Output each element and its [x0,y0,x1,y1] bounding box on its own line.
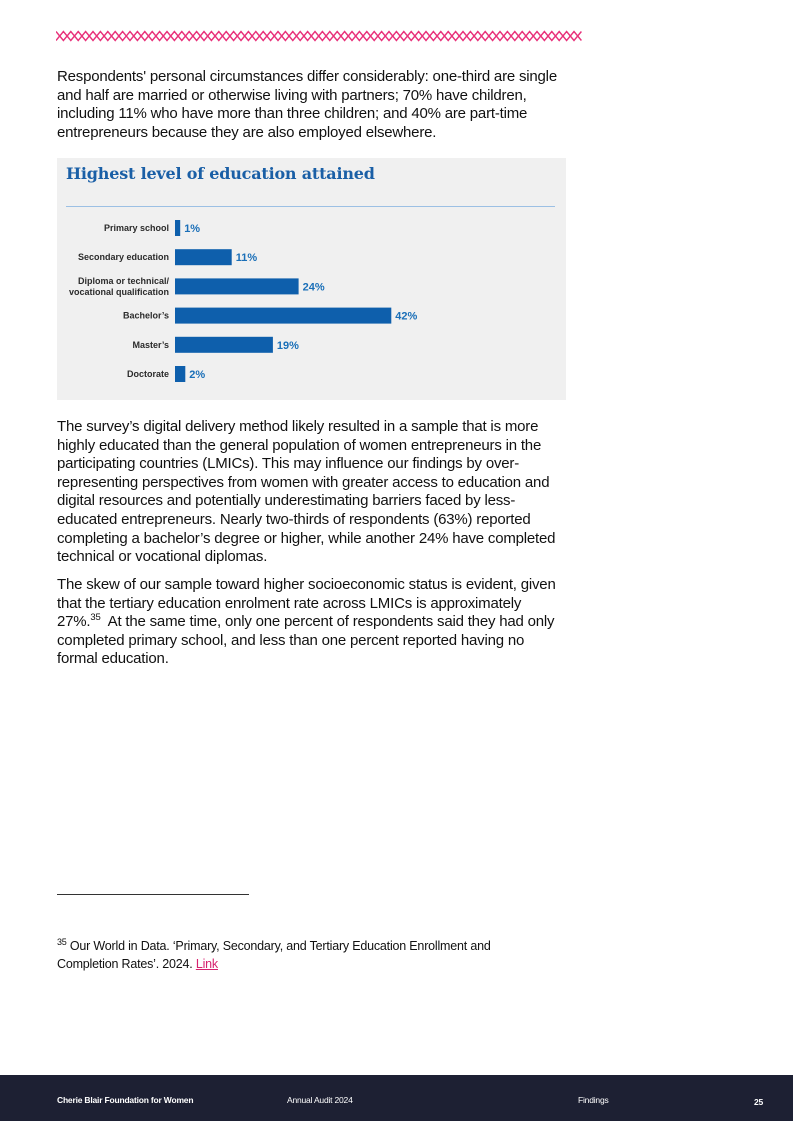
bar [175,220,180,236]
footnote-text: Our World in Data. ‘Primary, Secondary, and Tertiary Education Enrollment and Completion Rates’. 2024. [57,939,491,971]
bar [175,249,232,265]
bar [175,366,185,382]
footnote-number: 35 [57,936,67,947]
footnote-reference[interactable]: 35 [90,612,101,624]
category-label: Secondary education [77,252,169,263]
chart-title: Highest level of education attained [66,164,375,183]
intro-paragraph: Respondents' personal circumstances differ considerably: one-third are single and half are married or otherwise living with partners; 70% have children, including 11% who have more than three children; and 40% are part-time entrepreneurs because they are also employed elsewhere. [57,68,557,141]
chart-plot-area [57,158,566,400]
value-label: 1% [184,223,201,235]
category-label: Bachelor’s [122,310,169,321]
socioeconomic-paragraph-part1: The skew of our sample toward higher socioeconomic status is evident, given that the tertiary education enrolment rate across LMICs is approximately 27%. [57,576,556,631]
bar [175,337,273,353]
bar [175,278,299,294]
zigzag-line-b [56,32,581,41]
footnote-divider [57,894,249,895]
footer-organization: Cherie Blair Foundation for Women [57,1095,194,1105]
footer-report-title: Annual Audit 2024 [287,1095,353,1105]
category-label: Diploma or technical/ vocational qualification [68,275,169,297]
value-label: 19% [276,339,299,352]
value-label: 2% [189,369,206,381]
category-label: Primary school [103,223,169,233]
sample-bias-paragraph: The survey’s digital delivery method likely resulted in a sample that is more highly educated than the general population of women entrepreneurs in the participating countries (LMICs). This may influence our findings by over-representing perspectives from women with greater access to education and digital resources and potentially underestimating barriers faced by less-educated entrepreneurs. Nearly two-thirds of respondents (63%) reported completing a bachelor’s degree or higher, while another 24% have completed technical or vocational diplomas. [57,418,556,566]
page-number: 25 [754,1097,764,1107]
footnote [57,937,537,973]
decorative-zigzag-border [56,28,588,44]
value-label: 42% [395,310,418,323]
footer-section: Findings [578,1095,609,1105]
page-footer [0,1075,793,1121]
value-label: 11% [235,252,258,265]
footnote-link[interactable]: Link [195,957,218,971]
education-chart [57,158,566,400]
bar [175,308,391,324]
category-label: Doctorate [126,369,169,379]
socioeconomic-paragraph-part2: At the same time, only one percent of respondents said they had only completed primary school, and less than one percent reported having no formal education. [57,613,559,668]
socioeconomic-paragraph [57,576,567,669]
value-label: 24% [302,281,325,294]
category-label: Master’s [132,339,169,350]
